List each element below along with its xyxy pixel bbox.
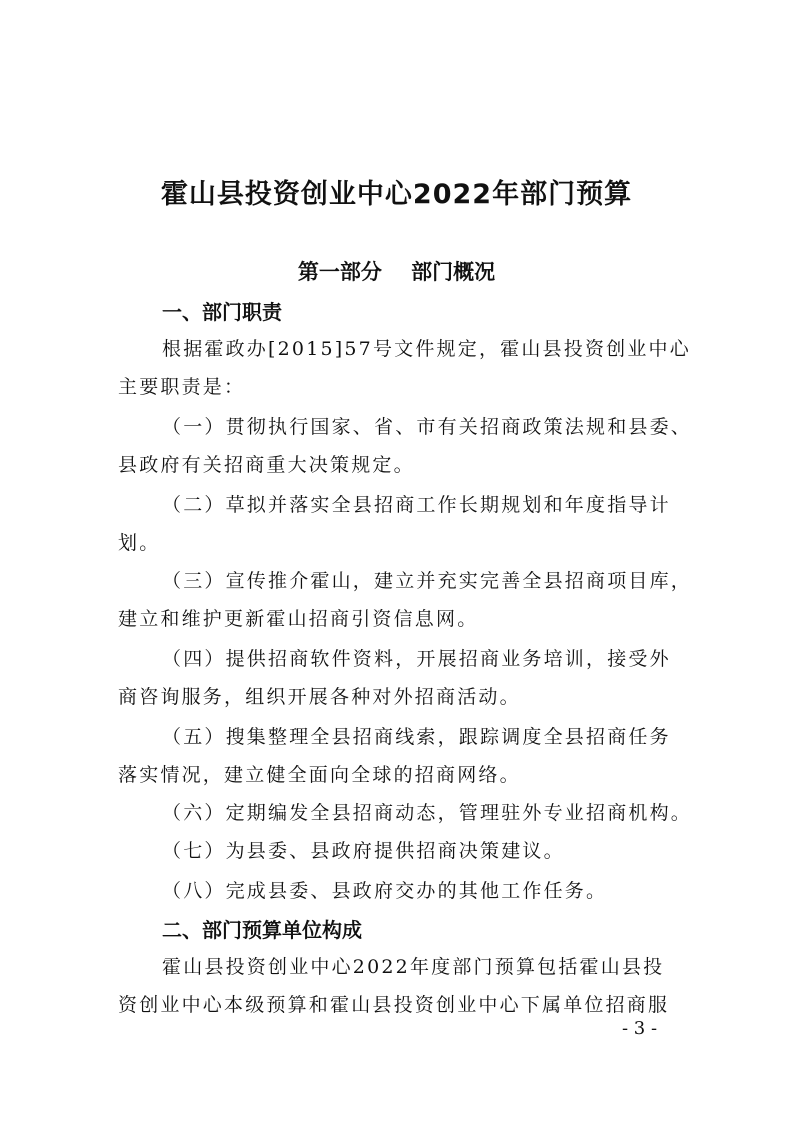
paragraph-line: 根据霍政办[2015]57号文件规定，霍山县投资创业中心 (162, 338, 691, 360)
duty-item-4-line: 商咨询服务，组织开展各种对外招商活动。 (118, 686, 521, 708)
duty-item-1-line: （一）贯彻执行国家、省、市有关招商政策法规和县委、 (162, 416, 693, 438)
duty-item-8-line: （八）完成县委、县政府交办的其他工作任务。 (162, 880, 608, 902)
paragraph-line: 主要职责是： (118, 376, 246, 398)
duty-item-6-line: （六）定期编发全县招商动态，管理驻外专业招商机构。 (162, 802, 693, 824)
paragraph-line: 霍山县投资创业中心2022年度部门预算包括霍山县投 (162, 956, 665, 978)
part-title: 第一部分 部门概况 (297, 260, 496, 284)
section-heading-duties: 一、部门职责 (162, 300, 282, 324)
duty-item-7-line: （七）为县委、县政府提供招商决策建议。 (162, 840, 565, 862)
duty-item-3-line: 建立和维护更新霍山招商引资信息网。 (118, 608, 479, 630)
duty-item-2-line: 划。 (118, 532, 161, 554)
duty-item-4-line: （四）提供招商软件资料，开展招商业务培训，接受外 (162, 648, 671, 670)
duty-item-5-line: 落实情况，建立健全面向全球的招商网络。 (118, 764, 521, 786)
duty-item-3-line: （三）宣传推介霍山，建立并充实完善全县招商项目库， (162, 570, 693, 592)
duty-item-1-line: 县政府有关招商重大决策规定。 (118, 454, 415, 476)
duty-item-5-line: （五）搜集整理全县招商线索，跟踪调度全县招商任务 (162, 726, 671, 748)
duty-item-2-line: （二）草拟并落实全县招商工作长期规划和年度指导计 (162, 494, 671, 516)
paragraph-line: 资创业中心本级预算和霍山县投资创业中心下属单位招商服 (118, 994, 670, 1016)
document-title: 霍山县投资创业中心2022年部门预算 (160, 179, 633, 210)
page-number: - 3 - (622, 1018, 658, 1039)
section-heading-units: 二、部门预算单位构成 (162, 918, 362, 942)
